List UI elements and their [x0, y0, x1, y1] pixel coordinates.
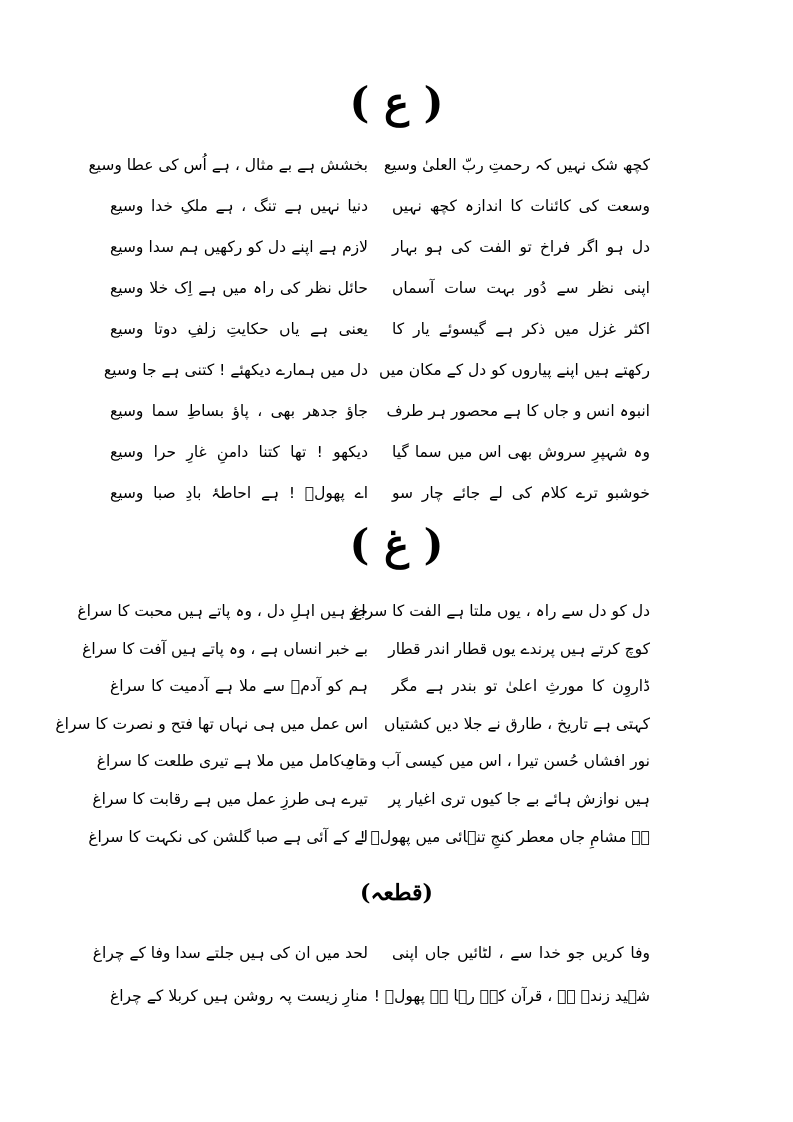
- couplet: [103, 355, 650, 396]
- ghazal-ghain: [55, 596, 650, 859]
- misra-second: جاؤ جدھر بھی ، پاؤ بساطِ سما وسیع: [110, 402, 368, 420]
- couplet: [55, 709, 650, 747]
- couplet: [88, 822, 650, 860]
- couplet: [110, 478, 650, 519]
- misra-first: اکثر غزل میں ذکر ہے گیسوئے یار کا: [392, 320, 650, 338]
- misra-first: کچھ شک نہیں کہ رحمتِ ربّ العلیٰ وسیع: [383, 156, 650, 174]
- misra-first: کہتی ہے تاریخ ، طارق نے جلا دیں کشتیاں: [384, 714, 650, 733]
- couplet: [92, 938, 650, 981]
- misra-second: حائل نظر کی راہ میں ہے اِک خلا وسیع: [110, 279, 368, 297]
- misra-first: انبوہ انس و جاں کا ہے محصور ہر طرف: [386, 402, 650, 420]
- misra-first: دل ہو اگر فراخ تو الفت کی ہو بہار: [392, 238, 650, 256]
- qita: [92, 938, 650, 1024]
- misra-first: اپنی نظر سے دُور بہت سات آسماں: [392, 279, 650, 297]
- section-heading-qita: (قطعہ): [360, 880, 433, 906]
- misra-first: وسعت کی کائنات کا اندازہ کچھ نہیں: [392, 197, 650, 215]
- misra-first: ہے مشامِ جاں معطر کنجِ تنہائی میں پھولؔ !: [359, 827, 650, 846]
- section-heading-ghain: ( غ ): [349, 520, 444, 569]
- misra-second: بے خبر انساں ہے ، وہ پاتے ہیں آفت کا سراغ: [82, 639, 368, 658]
- misra-second: دنیا نہیں ہے تنگ ، ہے ملکِ خدا وسیع: [110, 197, 368, 215]
- misra-second: اس عمل میں ہی نہاں تھا فتح و نصرت کا سراغ: [55, 714, 368, 733]
- misra-second: ماہِ کامل میں ملا ہے تیری طلعت کا سراغ: [96, 752, 368, 771]
- ghazal-ain: [88, 150, 650, 519]
- couplet: [110, 273, 650, 314]
- couplet: [77, 596, 650, 634]
- misra-first: ہیں نوازش ہائے بے جا کیوں تری اغیار پر: [388, 789, 650, 808]
- misra-second: تیرے ہی طرزِ عمل میں ہے رقابت کا سراغ: [92, 789, 368, 808]
- misra-second: بخشش ہے بے مثال ، ہے اُس کی عطا وسیع: [88, 156, 368, 174]
- couplet: [110, 671, 650, 709]
- misra-second: لحد میں ان کی ہیں جلتے سدا وفا کے چراغ: [92, 944, 368, 962]
- misra-first: خوشبو ترے کلام کی لے جائے چار سو: [392, 484, 650, 502]
- misra-first: رکھتے ہیں اپنے پیاروں کو دل کے مکان میں: [379, 361, 650, 379]
- couplet: [110, 232, 650, 273]
- misra-second: منارِ زیست پہ روشن ہیں کربلا کے چراغ: [110, 987, 368, 1005]
- couplet: [82, 634, 650, 672]
- misra-first: دل کو دل سے راہ ، یوں ملتا ہے الفت کا سراغ: [352, 602, 650, 620]
- misra-first: شہید زندہ ہے ، قرآن کہہ رہا ہے پھولؔ !: [373, 987, 650, 1005]
- misra-first: نور افشاں حُسن تیرا ، اس میں کیسی آب و تاب: [340, 752, 650, 771]
- couplet: [92, 784, 650, 822]
- misra-first: وہ شہپرِ سروش بھی اس میں سما گیا: [392, 443, 650, 461]
- couplet: [110, 191, 650, 232]
- misra-second: دیکھو ! تھا کتنا دامنِ غارِ حرا وسیع: [110, 443, 368, 461]
- couplet: [110, 314, 650, 355]
- misra-second: یعنی ہے یاں حکایتِ زلفِ دوتا وسیع: [110, 320, 368, 338]
- misra-second: لے کے آئی ہے صبا گلشن کی نکہت کا سراغ: [88, 827, 368, 846]
- couplet: [96, 746, 650, 784]
- couplet: [110, 437, 650, 478]
- misra-second: دل میں ہمارے دیکھئے ! کتنی ہے جا وسیع: [103, 361, 368, 379]
- couplet: [88, 150, 650, 191]
- couplet: [110, 396, 650, 437]
- couplet: [110, 981, 650, 1024]
- misra-first: ڈاروِن کا مورثِ اعلیٰ تو بندر ہے مگر: [392, 677, 650, 696]
- section-heading-ain: ( ع ): [349, 78, 444, 127]
- misra-first: وفا کریں جو خدا سے ، لٹائیں جاں اپنی: [392, 944, 650, 962]
- misra-second: لازم ہے اپنے دل کو رکھیں ہم سدا وسیع: [110, 238, 368, 256]
- misra-second: جو ہیں اہلِ دل ، وہ پاتے ہیں محبت کا سراغ: [77, 602, 368, 620]
- misra-second: ہم کو آدمؑ سے ملا ہے آدمیت کا سراغ: [110, 677, 368, 696]
- misra-second: اے پھولؔ ! ہے احاطۂ بادِ صبا وسیع: [110, 484, 368, 502]
- misra-first: کوچ کرتے ہیں پرندے یوں قطار اندر قطار: [388, 639, 650, 658]
